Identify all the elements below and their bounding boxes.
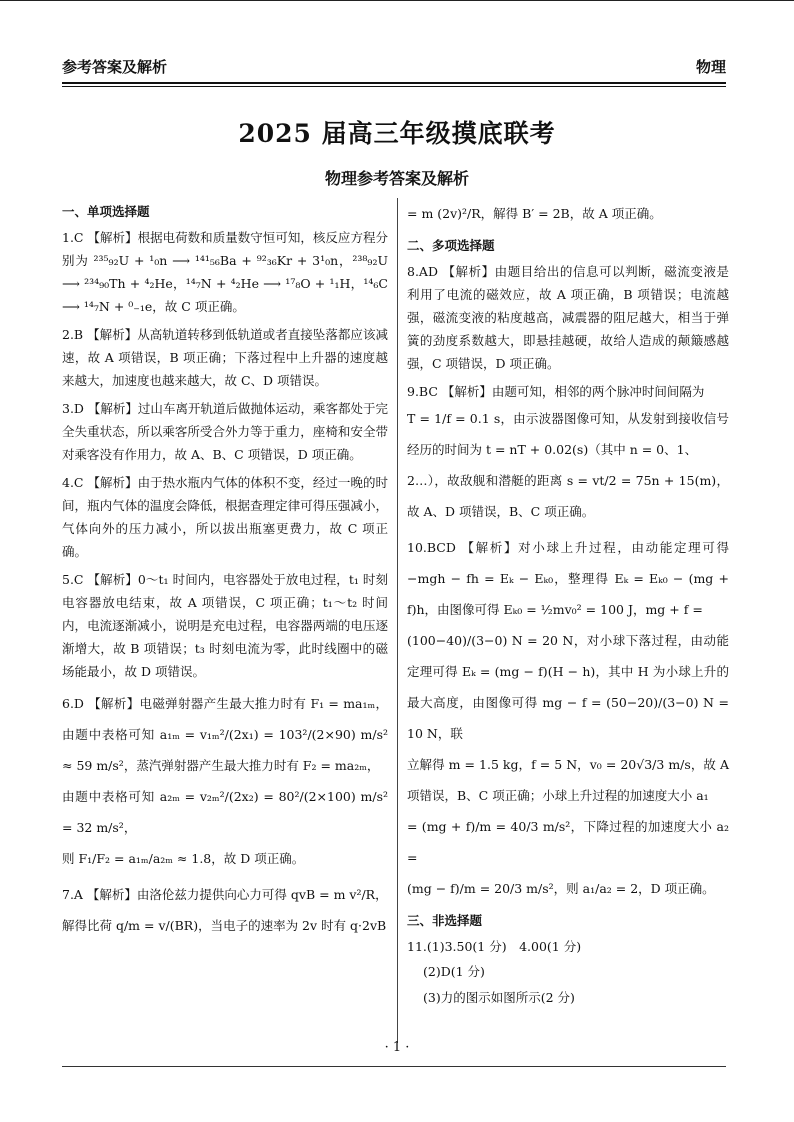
answer-q11-1: 11.(1)3.50(1 分) 4.00(1 分): [407, 939, 582, 954]
answer-q3: 3.D 【解析】过山车离开轨道后做抛体运动，乘客都处于完全失重状态，所以乘客所受合外力等于重力，座椅和安全带对乘客没有作用力，故 A、B、C 项错误，D 项正确。: [62, 401, 388, 462]
answer-q10-part2: (100−40)/(3−0) N = 20 N，对小球下落过程，由动能定理可得 Eₖ = (mg − f)(H − h)，其中 H 为小球上升的最大高度，由图像可得 mg − f = (50−20)/(3−0) N = 10 N，联: [407, 633, 729, 741]
answer-q4: 4.C 【解析】由于热水瓶内气体的体积不变，经过一晚的时间，瓶内气体的温度会降低，根据查理定律可得压强减小，气体向外的压力减小，所以拔出瓶塞更费力，故 C 项正确。: [62, 475, 388, 559]
answer-q7-part1: 7.A 【解析】由洛伦兹力提供向心力可得 qvB = m v²/R，: [62, 887, 388, 902]
header-rule: [62, 82, 726, 84]
answer-q8: 8.AD 【解析】由题目给出的信息可以判断，磁流变液是利用了电流的磁效应，故 A 项正确，B 项错误；电流越强，磁流变液的粘度越高，减震器的阻尼越大，相当于弹簧的劲度系数越大，即悬挂越硬，故给人造成的颠簸感越强，C 项错误，D 项正确。: [407, 264, 729, 371]
header-rule-thin: [62, 86, 726, 87]
section-heading: 三、非选择题: [407, 913, 483, 928]
page-subtitle: 物理参考答案及解析: [324, 169, 469, 188]
answer-q10-part5: (mg − f)/m = 20/3 m/s²，则 a₁/a₂ = 2，D 项正确。: [407, 881, 715, 896]
answer-q6-part1: 6.D 【解析】电磁弹射器产生最大推力时有 F₁ = ma₁ₘ，由题中表格可知 a₁ₘ = v₁ₘ²/(2x₁) = 103²/(2×90) m/s² ≈ 59 m/s²，蒸汽弹射器产生最大推力时有 F₂ = ma₂ₘ，: [62, 696, 388, 773]
answer-q5: 5.C 【解析】0～t₁ 时间内，电容器处于放电过程，t₁ 时刻电容器放电结束，故 A 项错误，C 项正确；t₁～t₂ 时间内，电流逐渐减小，说明是充电过程，电容器两端的电压逐渐增大，故 B 项错误；t₃ 时刻电流为零，此时线圈中的磁场能最小，故 D 项错误。: [62, 572, 388, 679]
page-header: [62, 56, 726, 82]
right-column: [407, 198, 729, 1012]
answer-q6-part2: 由题中表格可知 a₂ₘ = v₂ₘ²/(2x₂) = 80²/(2×100) m/s² = 32 m/s²，: [62, 789, 388, 835]
section-heading: 二、多项选择题: [407, 238, 495, 253]
answer-q7-part2: 解得比荷 q/m = v/(BR)，当电子的速率为 2v 时有 q·2vB: [62, 918, 387, 933]
answer-q9-part2: T = 1/f = 0.1 s，由示波器图像可知，从发射到接收信号经历的时间为 t = nT + 0.02(s)（其中 n = 0、1、: [407, 411, 729, 457]
answer-q10-part3: 立解得 m = 1.5 kg，f = 5 N，v₀ = 20√3/3 m/s，故 A 项错误，B、C 项正确；小球上升过程的加速度大小 a₁: [407, 757, 729, 803]
header-left: 参考答案及解析: [62, 58, 168, 76]
answer-q1: 1.C 【解析】根据电荷数和质量数守恒可知，核反应方程分别为 ²³⁵₉₂U + ¹₀n ⟶ ¹⁴¹₅₆Ba + ⁹²₃₆Kr + 3¹₀n，²³⁸₉₂U ⟶ ²³⁴₉₀Th + ⁴₂He，¹⁴₇N + ⁴₂He ⟶ ¹⁷₈O + ¹₁H，¹⁴₆C ⟶ ¹⁴₇N + ⁰₋₁e，故 C 项正确。: [62, 230, 388, 314]
top-border: [0, 0, 794, 1]
column-divider: [397, 198, 398, 1043]
page-title: 2025 届高三年级摸底联考: [238, 119, 556, 148]
section-heading: 一、单项选择题: [62, 204, 150, 219]
answer-q11-2: (2)D(1 分): [423, 964, 485, 979]
answer-q10-part1: 10.BCD 【解析】对小球上升过程，由动能定理可得 −mgh − fh = Eₖ − Eₖ₀，整理得 Eₖ = Eₖ₀ − (mg + f)h，由图像可得 Eₖ₀ = ½mv₀² = 100 J，mg + f =: [407, 540, 729, 617]
footer-rule: [62, 1066, 726, 1067]
answer-q9-part1: 9.BC 【解析】由题可知，相邻的两个脉冲时间间隔为: [407, 384, 705, 399]
left-column: [62, 198, 388, 946]
answer-q6-part3: 则 F₁/F₂ = a₁ₘ/a₂ₘ ≈ 1.8，故 D 项正确。: [62, 851, 305, 866]
answer-q11-3: (3)力的图示如图所示(2 分): [423, 990, 575, 1005]
header-right: 物理: [695, 58, 726, 76]
answer-q2: 2.B 【解析】从高轨道转移到低轨道或者直接坠落都应该减速，故 A 项错误，B 项正确；下落过程中上升器的速度越来越大，加速度也越来越大，故 C、D 项错误。: [62, 327, 388, 388]
answer-q7-part3: = m (2v)²/R，解得 B′ = 2B，故 A 项正确。: [407, 206, 662, 221]
page-number: · 1 ·: [384, 1040, 410, 1055]
answer-q9-part3: 2…），故敌舰和潜艇的距离 s = vt/2 = 75n + 15(m)，故 A、D 项错误，B、C 项正确。: [407, 473, 729, 519]
answer-q10-part4: = (mg + f)/m = 40/3 m/s²，下降过程的加速度大小 a₂ =: [407, 819, 729, 865]
